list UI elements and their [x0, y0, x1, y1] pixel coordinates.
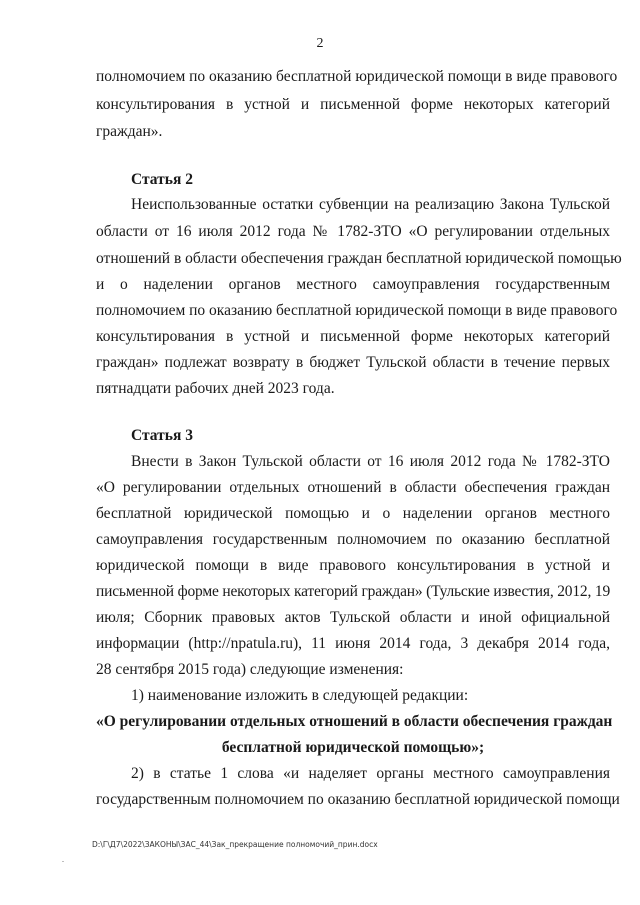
body-line: и о наделении органов местного самоуправления государственным — [96, 276, 610, 293]
body-line: самоуправления государственным полномочием по оказанию бесплатной — [96, 531, 610, 548]
body-line: консультирования в устной и письменной форме некоторых категорий — [96, 328, 610, 345]
body-line: бесплатной юридической помощью и о наделении органов местного — [96, 505, 610, 522]
body-line: письменной форме некоторых категорий граждан» (Тульские известия, 2012, 19 — [96, 583, 610, 600]
body-line: пятнадцати рабочих дней 2023 года. — [96, 380, 335, 397]
footer-mark: . — [62, 855, 64, 864]
new-law-title: бесплатной юридической помощью»; — [221, 739, 485, 756]
amendment-item-1: 1) наименование изложить в следующей редакции: — [131, 687, 469, 704]
body-line: 28 сентября 2015 года) следующие изменения: — [96, 661, 404, 678]
body-line: консультирования в устной и письменной форме некоторых категорий — [96, 96, 610, 113]
body-line: «О регулировании отдельных отношений в области обеспечения граждан — [96, 479, 610, 496]
footer-file-path: D:\Г\Д7\2022\ЗАКОНЫ\ЗАС_44\Зак_прекращение полномочий_прин.docx — [92, 840, 378, 849]
body-line: отношений в области обеспечения граждан бесплатной юридической помощью — [96, 250, 622, 267]
body-line: полномочием по оказанию бесплатной юридической помощи в виде правового — [96, 68, 618, 85]
body-line: граждан». — [96, 123, 163, 140]
body-line: Неиспользованные остатки субвенции на реализацию Закона Тульской — [131, 196, 610, 213]
body-line: полномочием по оказанию бесплатной юридической помощи в виде правового — [96, 302, 618, 319]
body-line: информации (http://npatula.ru), 11 июня 2014 года, 3 декабря 2014 года, — [96, 635, 610, 652]
page-number: 2 — [316, 36, 324, 51]
new-law-title: «О регулировании отдельных отношений в области обеспечения граждан — [96, 713, 613, 730]
body-line: Внести в Закон Тульской области от 16 июля 2012 года № 1782-ЗТО — [131, 453, 610, 470]
body-line: июля; Сборник правовых актов Тульской области и иной официальной — [96, 609, 610, 626]
body-line: граждан» подлежат возврату в бюджет Тульской области в течение первых — [96, 354, 610, 371]
body-line: области от 16 июля 2012 года № 1782-ЗТО «О регулировании отдельных — [96, 223, 610, 240]
body-line: юридической помощи в виде правового консультирования в устной и — [96, 557, 610, 574]
article-2-heading: Статья 2 — [131, 171, 193, 188]
amendment-item-2: 2) в статье 1 слова «и наделяет органы местного самоуправления — [131, 765, 610, 782]
body-line: государственным полномочием по оказанию бесплатной юридической помощи — [96, 791, 620, 808]
article-3-heading: Статья 3 — [131, 427, 193, 444]
